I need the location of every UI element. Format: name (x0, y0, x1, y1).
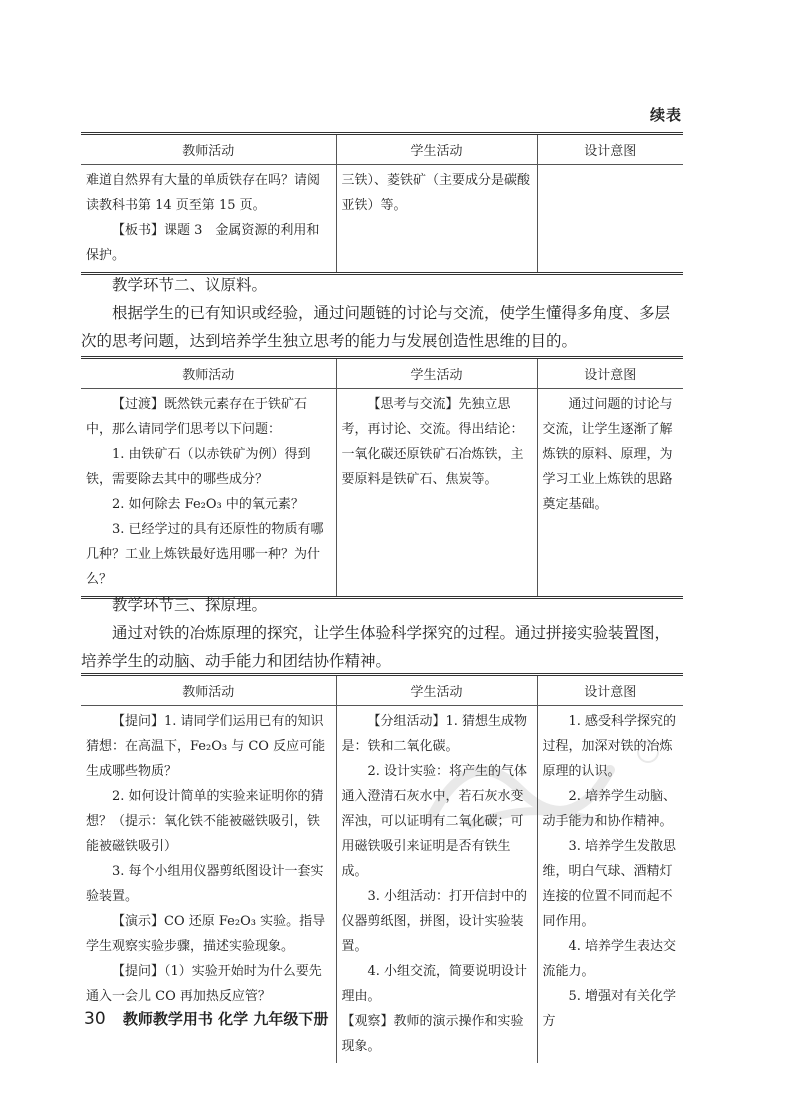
section2-title: 教学环节二、议原料。 (112, 276, 268, 294)
table2-teacher-line: 1. 由铁矿石（以赤铁矿为例）得到铁，需要除去其中的哪些成分？ (86, 447, 311, 487)
table3-student-line: 4. 小组交流，简要说明设计理由。 (341, 964, 528, 1004)
table2-design-line: 通过问题的讨论与交流，让学生逐渐了解炼铁的原料、原理，为学习工业上炼铁的思路奠定基础。 (542, 397, 673, 512)
table1-teacher-line: 【板书】课题 3 金属资源的利用和保护。 (86, 223, 320, 263)
table3-teacher-line: 【演示】CO 还原 Fe₂O₃ 实验。指导学生观察实验步骤，描述实验现象。 (86, 914, 326, 954)
section-2 (81, 271, 683, 355)
table2-teacher-line: 【过渡】既然铁元素存在于铁矿石中，那么请同学们思考以下问题： (86, 397, 308, 437)
table1-teacher-line: 难道自然界有大量的单质铁存在吗？请阅读教科书第 14 页至第 15 页。 (86, 173, 321, 213)
page-footer (84, 1008, 328, 1029)
table2-design-cell (538, 389, 684, 521)
table3-design-line: 4. 培养学生表达交流能力。 (542, 939, 677, 979)
table3-design-line: 2. 培养学生动脑、动手能力和协作精神。 (542, 789, 677, 829)
table2-teacher-line: 2. 如何除去 Fe₂O₃ 中的氧元素？ (112, 497, 304, 512)
header-design: 设计意图 (537, 134, 683, 165)
table3-teacher-line: 3. 每个小组用仪器剪纸图设计一套实验装置。 (86, 864, 324, 904)
table3-design-line: 3. 培养学生发散思维，明白气球、酒精灯连接的位置不同而起不同作用。 (542, 839, 677, 929)
table3-student-line: 【分组活动】1. 猜想生成物是：铁和二氧化碳。 (341, 714, 528, 754)
section3-body: 通过对铁的冶炼原理的探究，让学生体验科学探究的过程。通过拼接实验装置图，培养学生的动脑、动手能力和团结协作精神。 (81, 624, 671, 670)
header-design: 设计意图 (537, 358, 683, 389)
header-student: 学生活动 (336, 358, 537, 389)
header-teacher: 教师活动 (81, 675, 336, 706)
publisher-watermark-logo (410, 730, 670, 840)
table-2 (81, 356, 683, 599)
section2-body: 根据学生的已有知识或经验，通过问题链的讨论与交流，使学生懂得多角度、多层次的思考问题，达到培养学生独立思考的能力与发展创造性思维的目的。 (81, 304, 671, 350)
header-teacher: 教师活动 (81, 134, 336, 165)
table2-student-cell (337, 389, 537, 496)
table3-student-line: 2. 设计实验：将产生的气体通入澄清石灰水中，若石灰水变浑浊，可以证明有二氧化碳；可用磁铁吸引来证明是否有铁生成。 (341, 764, 528, 879)
table3-teacher-line: 【提问】（1）实验开始时为什么要先通入一会儿 CO 再加热反应管？ (86, 964, 322, 1004)
table3-student-line: 3. 小组活动：打开信封中的仪器剪纸图，拼图，设计实验装置。 (341, 889, 528, 954)
book-title: 教师教学用书 化学 九年级下册 (122, 1010, 329, 1028)
table2-teacher-line: 3. 已经学过的具有还原性的物质有哪几种？工业上炼铁最好选用哪一种？为什么？ (86, 522, 324, 587)
table1-teacher-cell (81, 165, 336, 272)
table-1 (81, 132, 683, 275)
table1-student-line: 三铁）、菱铁矿（主要成分是碳酸亚铁）等。 (341, 173, 531, 213)
header-teacher: 教师活动 (81, 358, 336, 389)
table3-student-line: 【观察】教师的演示操作和实验现象。 (341, 1014, 524, 1054)
page-number: 30 (84, 1009, 106, 1029)
table3-design-line: 1. 感受科学探究的过程，加深对铁的冶炼原理的认识。 (542, 714, 677, 779)
section3-title: 教学环节三、探原理。 (112, 596, 268, 614)
header-design: 设计意图 (537, 675, 683, 706)
header-student: 学生活动 (336, 675, 537, 706)
header-student: 学生活动 (336, 134, 537, 165)
table2-student-line: 【思考与交流】先独立思考，再讨论、交流。得出结论：一氧化碳还原铁矿石冶炼铁，主要原料是铁矿石、焦炭等。 (341, 397, 524, 487)
table2-teacher-cell (81, 389, 336, 596)
table3-design-line: 5. 增强对有关化学方 (542, 989, 677, 1029)
table3-teacher-line: 2. 如何设计简单的实验来证明你的猜想？（提示：氧化铁不能被磁铁吸引，铁能被磁铁吸引） (86, 789, 324, 854)
table3-teacher-line: 【提问】1. 请同学们运用已有的知识猜想：在高温下，Fe₂O₃ 与 CO 反应可能生成哪些物质？ (86, 714, 326, 779)
table1-student-cell (337, 165, 537, 222)
table3-teacher-cell (81, 706, 336, 1013)
table1-design-cell (538, 165, 684, 172)
continued-label: 续表 (649, 106, 682, 124)
section-3 (81, 591, 683, 675)
